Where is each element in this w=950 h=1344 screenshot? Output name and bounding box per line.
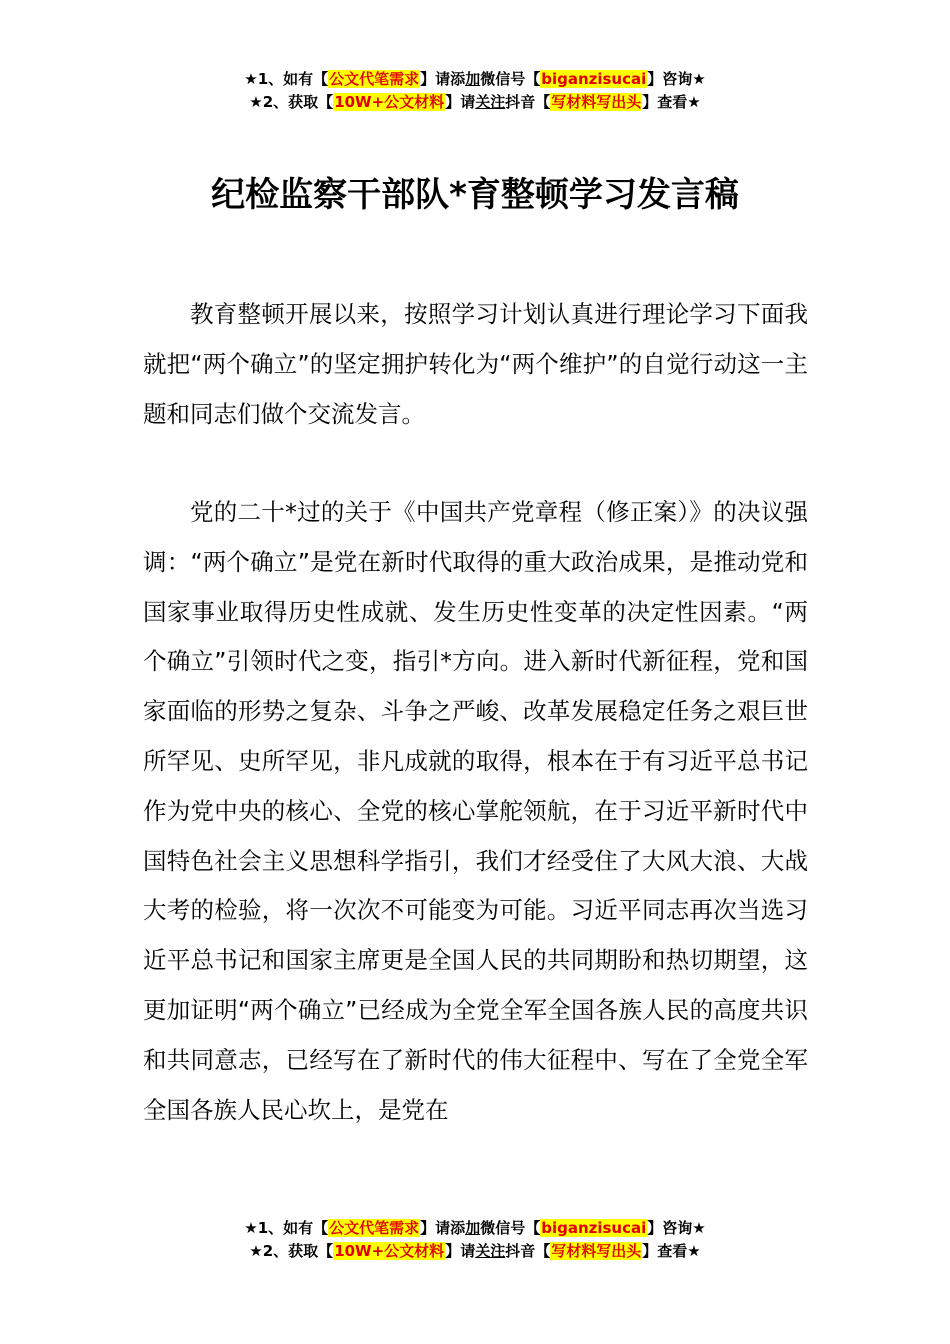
top-banner	[0, 68, 950, 114]
banner-highlight: biganzisucai	[541, 70, 647, 88]
banner-highlight: 写材料写出头	[551, 1242, 642, 1260]
banner-line-1: ★1、如有【公文代笔需求】请添加微信号【biganzisucai】咨询★	[244, 70, 706, 88]
paragraph-1: 教育整顿开展以来，按照学习计划认真进行理论学习下面我就把“两个确立”的坚定拥护转化为“两个维护”的自觉行动这一主题和同志们做个交流发言。	[143, 300, 808, 428]
banner-highlight: 写材料写出头	[551, 93, 642, 111]
banner-line-1: ★1、如有【公文代笔需求】请添加微信号【biganzisucai】咨询★	[244, 1219, 706, 1237]
banner-line-2: ★2、获取【10W+公文材料】请关注抖音【写材料写出头】查看★	[249, 93, 701, 111]
banner-highlight: 10W+公文材料	[334, 1242, 445, 1260]
banner-highlight: 公文代笔需求	[329, 1219, 420, 1237]
banner-highlight: 公文代笔需求	[329, 70, 420, 88]
document-title: 纪检监察干部队*育整顿学习发言稿	[211, 174, 739, 215]
banner-highlight: 10W+公文材料	[334, 93, 445, 111]
banner-highlight: biganzisucai	[541, 1219, 647, 1237]
paragraph-2: 党的二十*过的关于《中国共产党章程（修正案）》的决议强调：“两个确立”是党在新时代取得的重大政治成果，是推动党和国家事业取得历史性成就、发生历史性变革的决定性因素。“两个确立”引领时代之变，指引*方向。进入新时代新征程，党和国家面临的形势之复杂、斗争之严峻、改革发展稳定任务之艰巨世所罕见、史所罕见，非凡成就的取得，根本在于有习近平总书记作为党中央的核心、全党的核心掌舵领航，在于习近平新时代中国特色社会主义思想科学指引，我们才经受住了大风大浪、大战大考的检验，将一次次不可能变为可能。习近平同志再次当选习近平总书记和国家主席更是全国人民的共同期盼和热切期望，这更加证明“两个确立”已经成为全党全军全国各族人民的高度共识和共同意志，已经写在了新时代的伟大征程中、写在了全党全军全国各族人民心坎上，是党在	[143, 498, 808, 1124]
bottom-banner	[0, 1217, 950, 1263]
banner-line-2: ★2、获取【10W+公文材料】请关注抖音【写材料写出头】查看★	[249, 1242, 701, 1260]
